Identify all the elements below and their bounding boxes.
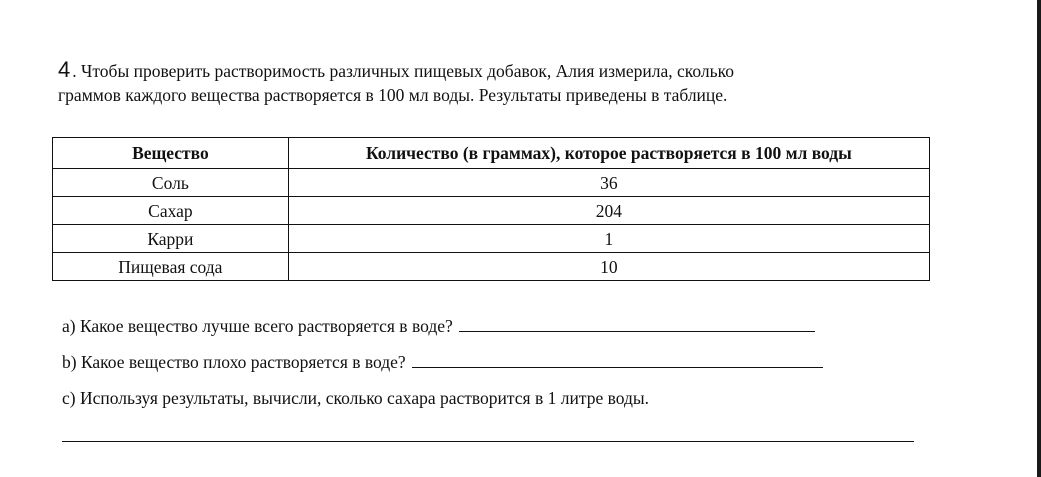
cell-amount: 36	[288, 169, 929, 197]
question-b	[62, 349, 823, 374]
answer-blank-b[interactable]	[412, 349, 823, 368]
answer-blank-a[interactable]	[459, 313, 815, 332]
question-c-text: c) Используя результаты, вычисли, сколько сахара растворится в 1 литре воды.	[62, 388, 650, 408]
table-header-row	[53, 138, 930, 169]
table-row	[53, 169, 930, 197]
table-row	[53, 197, 930, 225]
cell-substance: Пищевая сода	[53, 253, 289, 281]
cell-amount: 204	[288, 197, 929, 225]
task-number: 4	[58, 57, 71, 82]
table-row	[53, 253, 930, 281]
column-header-substance: Вещество	[53, 138, 289, 169]
column-header-amount: Количество (в граммах), которое растворяется в 100 мл воды	[288, 138, 929, 169]
cell-substance: Карри	[53, 225, 289, 253]
task-line-1	[58, 58, 958, 83]
cell-amount: 1	[288, 225, 929, 253]
question-b-text: b) Какое вещество плохо растворяется в воде?	[62, 352, 406, 372]
task-text-line-2: граммов каждого вещества растворяется в 100 мл воды. Результаты приведены в таблице.	[58, 85, 728, 105]
question-c	[62, 386, 649, 410]
answer-line-c[interactable]	[62, 441, 914, 442]
task-text-line-1: . Чтобы проверить растворимость различных пищевых добавок, Алия измерила, сколько	[72, 61, 735, 81]
solubility-table	[52, 137, 930, 281]
page-edge-divider	[1037, 0, 1041, 477]
cell-substance: Сахар	[53, 197, 289, 225]
question-a-text: a) Какое вещество лучше всего растворяется в воде?	[62, 316, 453, 336]
table-row	[53, 225, 930, 253]
task-statement	[58, 58, 958, 107]
cell-amount: 10	[288, 253, 929, 281]
question-a	[62, 313, 815, 338]
cell-substance: Соль	[53, 169, 289, 197]
